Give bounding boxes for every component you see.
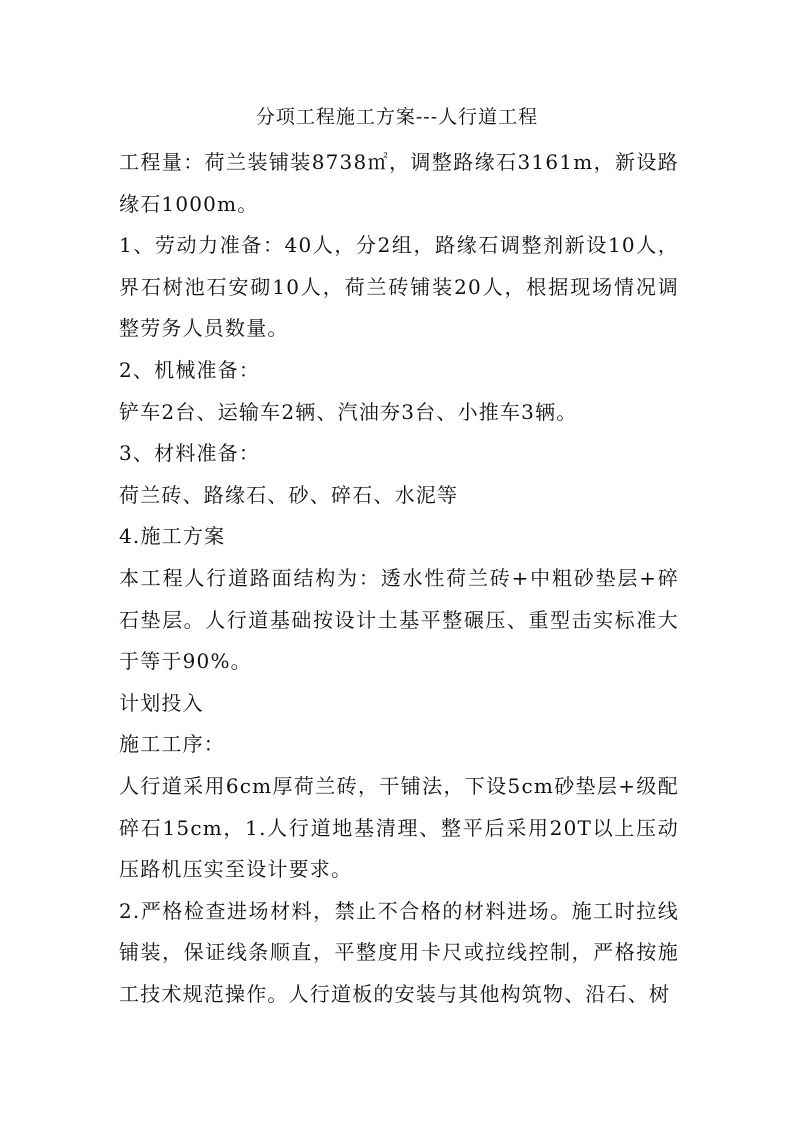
paragraph-process-step-2: 2.严格检查进场材料，禁止不合格的材料进场。施工时拉线铺装，保证线条顺直，平整度用卡尺或拉线控制，严格按施工技术规范操作。人行道板的安装与其他构筑物、沿石、树 (119, 898, 679, 1006)
paragraph-quantities: 工程量：荷兰装铺装8738㎡，调整路缘石3161m，新设路缘石1000m。 (119, 150, 679, 216)
document-title: 分项工程施工方案---人行道工程 (255, 106, 539, 128)
paragraph-process-step-1: 人行道采用6cm厚荷兰砖，干铺法，下设5cm砂垫层+级配碎石15cm，1.人行道地基清理、整平后采用20T以上压动压路机压实至设计要求。 (119, 773, 679, 882)
paragraph-process-heading: 施工工序： (119, 732, 225, 757)
paragraph-materials-list: 荷兰砖、路缘石、砂、碎石、水泥等 (119, 482, 459, 507)
paragraph-plan-heading: 4.施工方案 (119, 524, 226, 549)
paragraph-planned-input: 计划投入 (119, 690, 204, 715)
paragraph-machinery-heading: 2、机械准备： (119, 357, 261, 382)
document-body (119, 142, 679, 1015)
paragraph-machinery-list: 铲车2台、运输车2辆、汽油夯3台、小推车3辆。 (119, 399, 578, 424)
paragraph-labor: 1、劳动力准备：40人，分2组，路缘石调整剂新设10人，界石树池石安砌10人，荷兰砖铺装20人，根据现场情况调整劳务人员数量。 (119, 233, 679, 341)
paragraph-structure: 本工程人行道路面结构为：透水性荷兰砖+中粗砂垫层+碎石垫层。人行道基础按设计土基平整碾压、重型击实标准大于等于90%。 (119, 565, 679, 674)
paragraph-materials-heading: 3、材料准备： (119, 441, 261, 466)
